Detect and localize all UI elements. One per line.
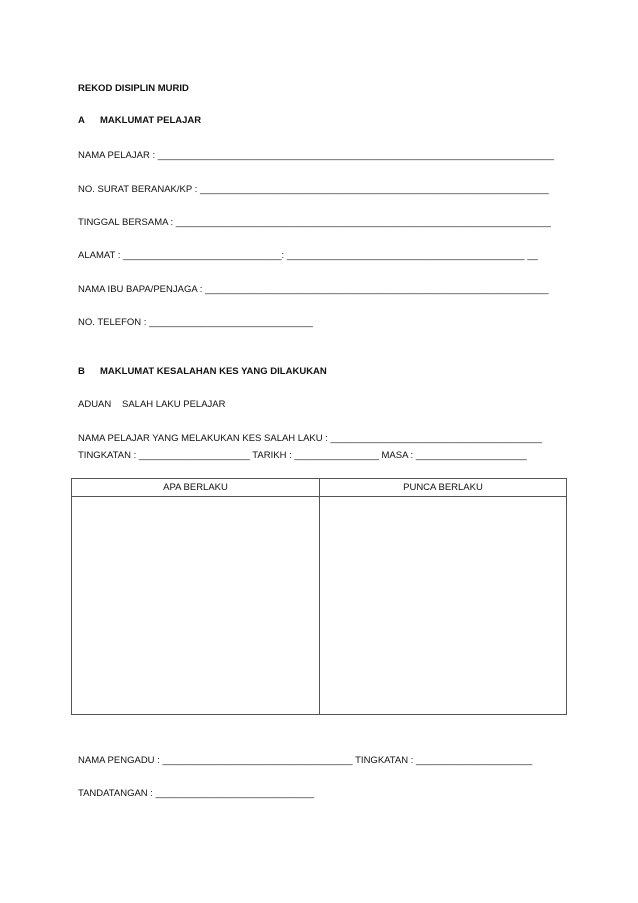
section-b-heading: MAKLUMAT KESALAHAN KES YANG DILAKUKAN	[100, 366, 327, 377]
section-a-heading: MAKLUMAT PELAJAR	[100, 115, 202, 126]
field-alamat[interactable]: ALAMAT : ______________________________: _____________________________________________ __	[78, 250, 538, 261]
cell-apa-berlaku[interactable]	[72, 497, 319, 714]
table-header-punca-berlaku: PUNCA BERLAKU	[403, 482, 483, 493]
field-tingkatan-tarikh-masa[interactable]: TINGKATAN : _____________________ TARIKH : ________________ MASA : _____________________	[78, 450, 527, 461]
cell-punca-berlaku[interactable]	[320, 497, 566, 714]
field-ibu-bapa[interactable]: NAMA IBU BAPA/PENJAGA : _________________________________________________________________	[78, 284, 549, 295]
aduan-label: ADUAN	[78, 399, 112, 410]
field-pelajar-salah-laku[interactable]: NAMA PELAJAR YANG MELAKUKAN KES SALAH LAKU : ________________________________________	[78, 433, 542, 444]
section-b-letter: B	[78, 366, 85, 377]
field-telefon[interactable]: NO. TELEFON : _______________________________	[78, 317, 313, 328]
field-tinggal-bersama[interactable]: TINGGAL BERSAMA : _______________________________________________________________________	[78, 217, 551, 228]
field-nama-pengadu[interactable]: NAMA PENGADU : ____________________________________ TINGKATAN : ______________________	[78, 755, 533, 766]
page-title: REKOD DISIPLIN MURID	[78, 83, 189, 94]
aduan-value: SALAH LAKU PELAJAR	[122, 399, 226, 410]
section-a-letter: A	[78, 115, 85, 126]
incident-table	[71, 478, 567, 715]
table-header-apa-berlaku: APA BERLAKU	[163, 482, 228, 493]
field-surat-beranak[interactable]: NO. SURAT BERANAK/KP : __________________________________________________________________	[78, 184, 549, 195]
field-nama-pelajar[interactable]: NAMA PELAJAR : ___________________________________________________________________________	[78, 150, 554, 161]
field-tandatangan[interactable]: TANDATANGAN : ______________________________	[78, 788, 315, 799]
